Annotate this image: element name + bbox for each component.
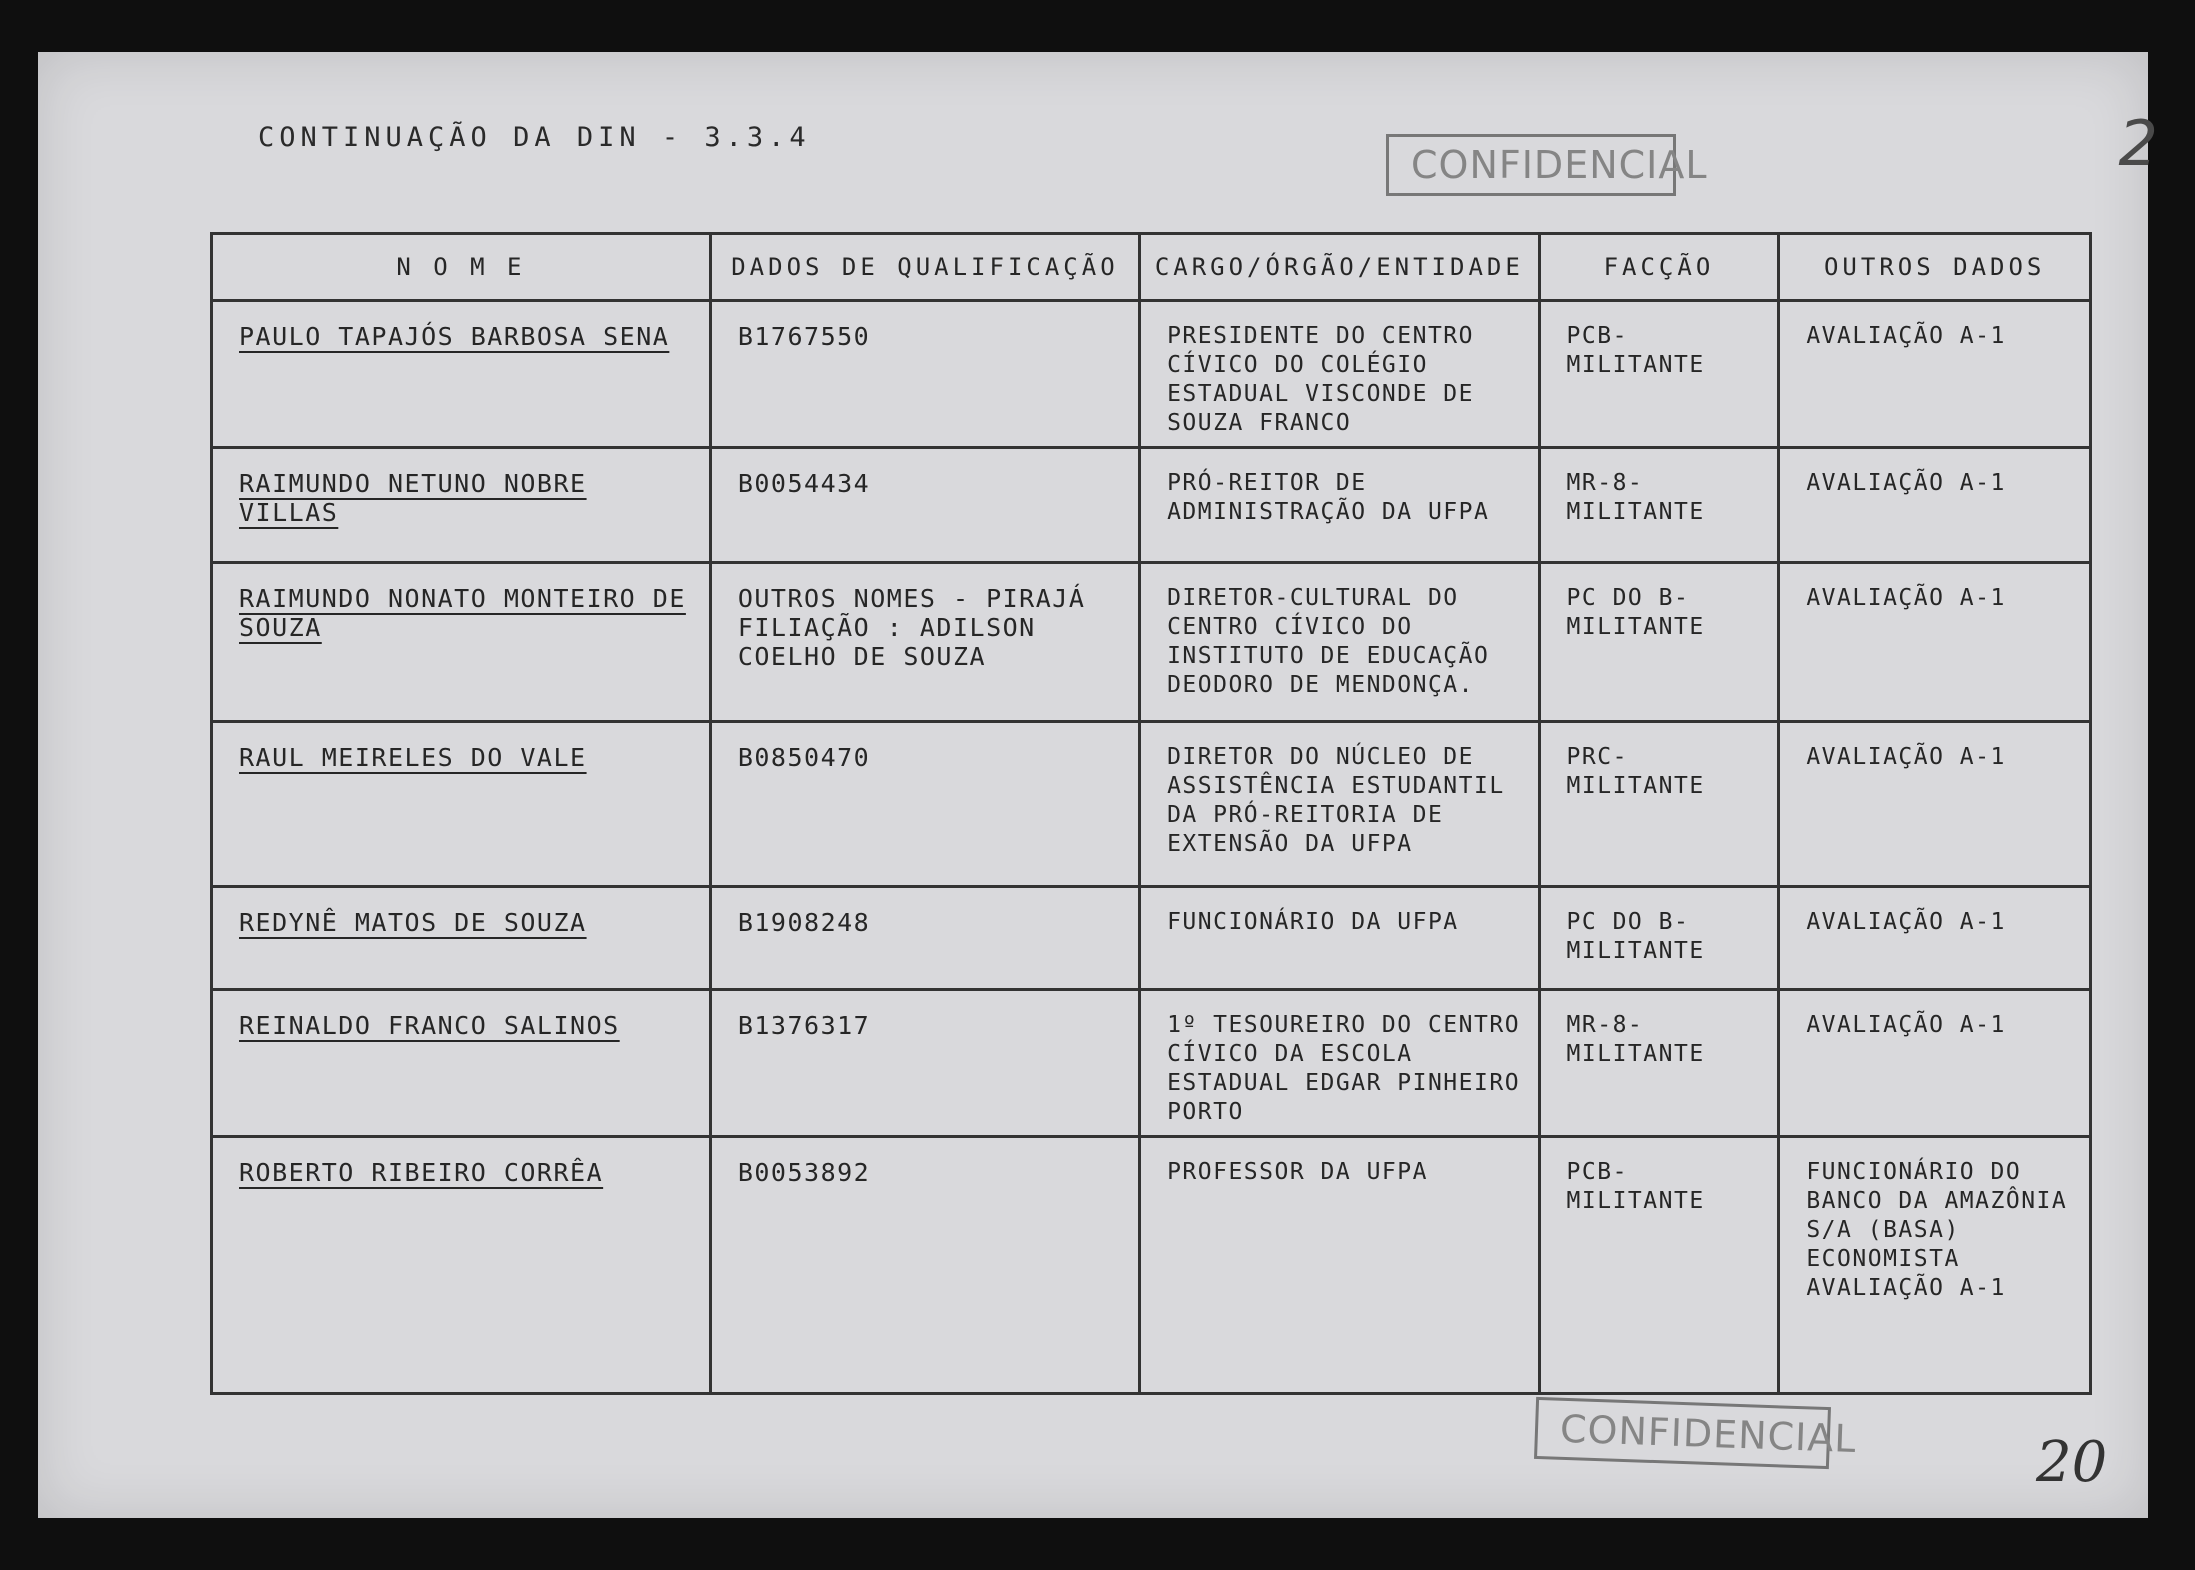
- cell-cargo: PRÓ-REITOR DE ADMINISTRAÇÃO DA UFPA: [1140, 448, 1539, 563]
- cell-outros: FUNCIONÁRIO DO BANCO DA AMAZÔNIA S/A (BASA) ECONOMISTA AVALIAÇÃO A-1: [1779, 1137, 2091, 1394]
- cell-outros: AVALIAÇÃO A-1: [1779, 722, 2091, 887]
- cell-nome: RAIMUNDO NONATO MONTEIRO DE SOUZA: [212, 563, 711, 722]
- cell-dados: B0054434: [710, 448, 1139, 563]
- cell-dados: B1767550: [710, 301, 1139, 448]
- cell-faccao: PRC-MILITANTE: [1539, 722, 1779, 887]
- document-page: [38, 52, 2158, 1518]
- cell-nome: RAUL MEIRELES DO VALE: [212, 722, 711, 887]
- column-header-cargo: CARGO/ÓRGÃO/ENTIDADE: [1140, 234, 1539, 301]
- table-row: [212, 301, 2091, 448]
- cell-dados: B0053892: [710, 1137, 1139, 1394]
- table-row: [212, 563, 2091, 722]
- cell-outros: AVALIAÇÃO A-1: [1779, 887, 2091, 990]
- cell-faccao: PC DO B-MILITANTE: [1539, 563, 1779, 722]
- cell-cargo: PROFESSOR DA UFPA: [1140, 1137, 1539, 1394]
- table-row: [212, 887, 2091, 990]
- column-header-nome: N O M E: [212, 234, 711, 301]
- table-row: [212, 448, 2091, 563]
- cell-cargo: FUNCIONÁRIO DA UFPA: [1140, 887, 1539, 990]
- cell-dados: B0850470: [710, 722, 1139, 887]
- cell-faccao: MR-8-MILITANTE: [1539, 990, 1779, 1137]
- cell-nome: PAULO TAPAJÓS BARBOSA SENA: [212, 301, 711, 448]
- page-mark: 2: [2118, 107, 2158, 180]
- table-header-row: [212, 234, 2091, 301]
- cell-outros: AVALIAÇÃO A-1: [1779, 990, 2091, 1137]
- confidential-stamp-bottom: CONFIDENCIAL: [1534, 1397, 1831, 1469]
- handwritten-page-number: 20: [2036, 1430, 2108, 1495]
- cell-cargo: 1º TESOUREIRO DO CENTRO CÍVICO DA ESCOLA ESTADUAL EDGAR PINHEIRO PORTO: [1140, 990, 1539, 1137]
- cell-cargo: DIRETOR-CULTURAL DO CENTRO CÍVICO DO INSTITUTO DE EDUCAÇÃO DEODORO DE MENDONÇA.: [1140, 563, 1539, 722]
- cell-faccao: PCB-MILITANTE: [1539, 1137, 1779, 1394]
- table-row: [212, 990, 2091, 1137]
- cell-cargo: PRESIDENTE DO CENTRO CÍVICO DO COLÉGIO ESTADUAL VISCONDE DE SOUZA FRANCO: [1140, 301, 1539, 448]
- suspects-table: [210, 232, 2092, 1395]
- confidential-stamp-top: CONFIDENCIAL: [1386, 134, 1676, 196]
- table-row: [212, 1137, 2091, 1394]
- cell-nome: REDYNÊ MATOS DE SOUZA: [212, 887, 711, 990]
- column-header-outros: OUTROS DADOS: [1779, 234, 2091, 301]
- table-row: [212, 722, 2091, 887]
- column-header-dados: DADOS DE QUALIFICAÇÃO: [710, 234, 1139, 301]
- cell-faccao: PC DO B-MILITANTE: [1539, 887, 1779, 990]
- cell-dados: B1908248: [710, 887, 1139, 990]
- cell-faccao: MR-8-MILITANTE: [1539, 448, 1779, 563]
- document-header: CONTINUAÇÃO DA DIN - 3.3.4: [258, 122, 811, 153]
- cell-nome: ROBERTO RIBEIRO CORRÊA: [212, 1137, 711, 1394]
- cell-outros: AVALIAÇÃO A-1: [1779, 563, 2091, 722]
- cell-outros: AVALIAÇÃO A-1: [1779, 301, 2091, 448]
- cell-nome: REINALDO FRANCO SALINOS: [212, 990, 711, 1137]
- cell-nome: RAIMUNDO NETUNO NOBRE VILLAS: [212, 448, 711, 563]
- column-header-faccao: FACÇÃO: [1539, 234, 1779, 301]
- cell-dados: OUTROS NOMES - PIRAJÁ FILIAÇÃO : ADILSON COELHO DE SOUZA: [710, 563, 1139, 722]
- cell-dados: B1376317: [710, 990, 1139, 1137]
- cell-cargo: DIRETOR DO NÚCLEO DE ASSISTÊNCIA ESTUDANTIL DA PRÓ-REITORIA DE EXTENSÃO DA UFPA: [1140, 722, 1539, 887]
- cell-outros: AVALIAÇÃO A-1: [1779, 448, 2091, 563]
- cell-faccao: PCB-MILITANTE: [1539, 301, 1779, 448]
